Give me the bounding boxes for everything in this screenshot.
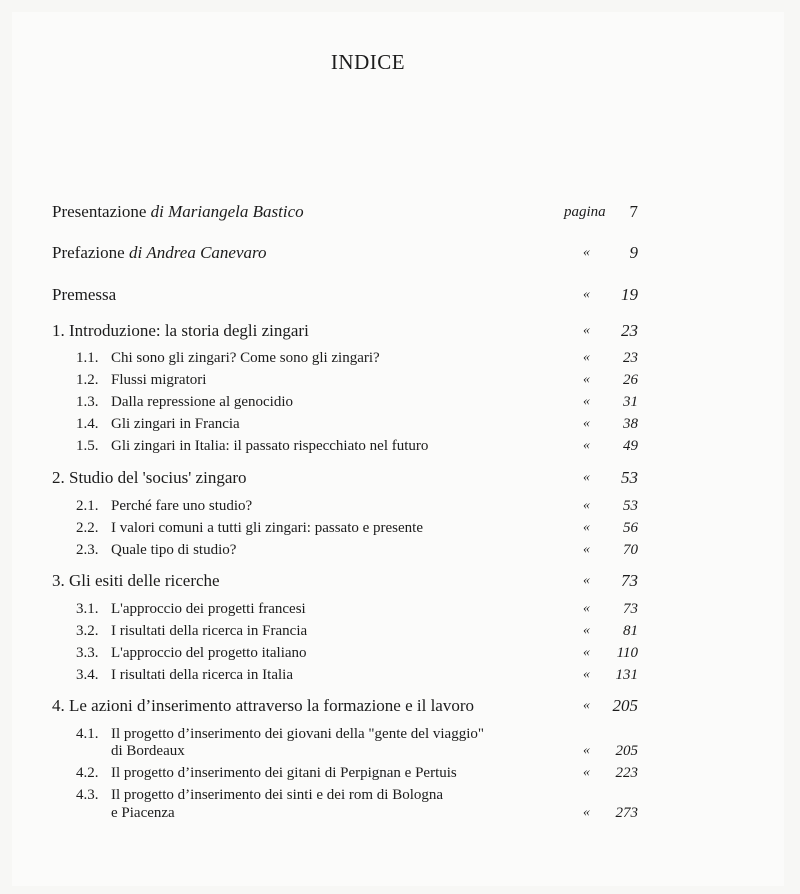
chapter-title: 1. Introduzione: la storia degli zingari (52, 321, 309, 340)
author-name: Mariangela Bastico (168, 202, 304, 221)
ditto-marker: « (583, 394, 590, 409)
ditto-marker: « (583, 542, 590, 557)
section-number: 3.3. (76, 645, 99, 661)
page-number: 9 (629, 243, 638, 262)
ditto-marker: « (583, 438, 590, 453)
page-number: 73 (621, 571, 638, 590)
page-number: 7 (629, 202, 638, 221)
chapter-title: 3. Gli esiti delle ricerche (52, 571, 220, 590)
ditto-marker: « (583, 645, 590, 660)
ditto-marker: « (583, 623, 590, 638)
page-number: 53 (621, 468, 638, 487)
page-number: 73 (623, 601, 638, 617)
ditto-marker: « (583, 743, 590, 758)
section-title: Il progetto d’inserimento dei giovani della "gente del viaggio" (111, 726, 484, 742)
section-title: Il progetto d’inserimento dei sinti e dei rom di Bologna (111, 787, 444, 803)
page-number: 53 (623, 498, 638, 514)
section-number: 1.3. (76, 394, 99, 410)
section-title: I risultati della ricerca in Italia (111, 667, 293, 683)
section-number: 3.2. (76, 623, 99, 639)
page-number: 70 (623, 542, 638, 558)
ditto-marker: « (583, 498, 590, 513)
ditto-marker: « (583, 287, 590, 302)
author-prefix: di (128, 243, 143, 262)
section-number: 1.4. (76, 416, 99, 432)
page-number: 110 (616, 645, 638, 661)
page-number: 131 (615, 667, 638, 683)
section-title: L'approccio dei progetti francesi (111, 601, 306, 617)
pagina-marker: pagina (564, 204, 606, 220)
ditto-marker: « (583, 470, 590, 485)
section-number: 2.3. (76, 542, 99, 558)
ditto-marker: « (583, 416, 590, 431)
section-title: Gli zingari in Italia: il passato rispecchiato nel futuro (111, 438, 429, 454)
ditto-marker: « (583, 323, 590, 338)
section-number: 1.1. (76, 350, 99, 366)
page-number: 273 (615, 805, 638, 821)
ditto-marker: « (583, 698, 590, 713)
ditto-marker: « (583, 805, 590, 820)
document-page (12, 12, 784, 886)
section-number: 1.5. (76, 438, 99, 454)
section-title: Gli zingari in Francia (111, 416, 240, 432)
section-title: L'approccio del progetto italiano (111, 645, 307, 661)
ditto-marker: « (583, 245, 590, 260)
section-number: 4.3. (76, 787, 99, 803)
section-number: 1.2. (76, 372, 99, 388)
entry-label: Premessa (52, 285, 117, 304)
page-number: 19 (621, 285, 638, 304)
section-number: 4.1. (76, 726, 99, 742)
section-number: 4.2. (76, 765, 99, 781)
section-number: 3.4. (76, 667, 99, 683)
section-title: Il progetto d’inserimento dei gitani di Perpignan e Pertuis (111, 765, 457, 781)
section-title: Perché fare uno studio? (111, 498, 253, 514)
section-title: I valori comuni a tutti gli zingari: passato e presente (111, 520, 423, 536)
chapter-title: 4. Le azioni d’inserimento attraverso la formazione e il lavoro (52, 696, 475, 715)
section-title: Chi sono gli zingari? Come sono gli zingari? (111, 350, 380, 366)
section-number: 3.1. (76, 601, 99, 617)
page-number: 23 (621, 321, 638, 340)
chapter-title: 2. Studio del 'socius' zingaro (52, 468, 247, 487)
page-number: 223 (615, 765, 638, 781)
author-prefix: di (150, 202, 164, 221)
page-title: INDICE (330, 50, 406, 74)
section-title: Quale tipo di studio? (111, 542, 237, 558)
page-number: 205 (612, 696, 638, 715)
entry-label: Presentazione (52, 202, 147, 221)
section-title: I risultati della ricerca in Francia (111, 623, 308, 639)
ditto-marker: « (583, 667, 590, 682)
ditto-marker: « (583, 573, 590, 588)
ditto-marker: « (583, 350, 590, 365)
entry-label: Prefazione (52, 243, 125, 262)
section-title: Dalla repressione al genocidio (111, 394, 294, 410)
page-number: 56 (623, 520, 638, 536)
page-number: 205 (615, 743, 638, 759)
section-number: 2.2. (76, 520, 99, 536)
page-number: 23 (623, 350, 638, 366)
ditto-marker: « (583, 372, 590, 387)
page-number: 31 (623, 394, 638, 410)
ditto-marker: « (583, 765, 590, 780)
section-title: Flussi migratori (111, 372, 207, 388)
page-number: 26 (623, 372, 638, 388)
author-name: Andrea Canevaro (146, 243, 267, 262)
section-title-continued: di Bordeaux (111, 743, 185, 759)
ditto-marker: « (583, 601, 590, 616)
page-number: 49 (623, 438, 638, 454)
page-number: 81 (623, 623, 638, 639)
ditto-marker: « (583, 520, 590, 535)
page-number: 38 (623, 416, 638, 432)
section-title-continued: e Piacenza (111, 805, 175, 821)
section-number: 2.1. (76, 498, 99, 514)
